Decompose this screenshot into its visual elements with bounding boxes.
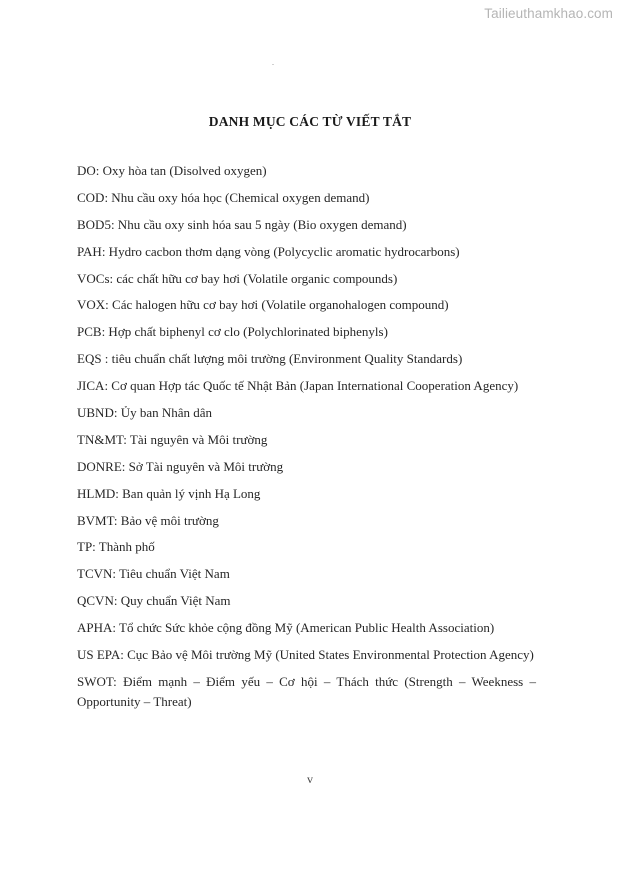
abbreviation-entry-tnmt: TN&MT: Tài nguyên và Môi trường [77, 431, 268, 447]
abbreviation-entry-do: DO: Oxy hòa tan (Disolved oxygen) [77, 163, 267, 178]
abbreviation-list [77, 161, 536, 719]
abbreviation-entry-cod: COD: Nhu cầu oxy hóa học (Chemical oxygen demand) [77, 189, 370, 205]
abbreviation-entry-vocs: VOCs: các chất hữu cơ bay hơi (Volatile organic compounds) [77, 270, 398, 286]
abbreviation-entry-pcb: PCB: Hợp chất biphenyl cơ clo (Polychlorinated biphenyls) [77, 324, 388, 340]
abbreviation-entry-pah: PAH: Hydro cacbon thơm dạng vòng (Polycyclic aromatic hydrocarbons) [77, 243, 460, 259]
abbreviation-entry-qcvn: QCVN: Quy chuẩn Việt Nam [77, 593, 231, 609]
abbreviation-entry-vox: VOX: Các halogen hữu cơ bay hơi (Volatile organohalogen compound) [77, 297, 449, 313]
page-number: v [307, 772, 313, 786]
abbreviation-entry-swot: SWOT: Điểm mạnh – Điểm yếu – Cơ hội – Thách thức (Strength – Weekness – Opportunity – Threat) [77, 673, 536, 710]
abbreviation-entry-donre: DONRE: Sở Tài nguyên và Môi trường [77, 458, 284, 474]
abbreviation-entry-tcvn: TCVN: Tiêu chuẩn Việt Nam [77, 566, 230, 582]
abbreviation-entry-tp: TP: Thành phố [77, 539, 155, 555]
abbreviation-entry-jica: JICA: Cơ quan Hợp tác Quốc tế Nhật Bản (Japan International Cooperation Agency) [77, 378, 519, 394]
abbreviation-entry-hlmd: HLMD: Ban quản lý vịnh Hạ Long [77, 485, 261, 501]
abbreviation-entry-bod5: BOD5: Nhu cầu oxy sinh hóa sau 5 ngày (Bio oxygen demand) [77, 216, 407, 232]
abbreviation-entry-apha: APHA: Tổ chức Sức khỏe cộng đồng Mỹ (American Public Health Association) [77, 620, 495, 636]
abbreviation-entry-us-epa: US EPA: Cục Bảo vệ Môi trường Mỹ (United States Environmental Protection Agency) [77, 647, 534, 663]
abbreviation-entry-bvmt: BVMT: Bảo vệ môi trường [77, 512, 219, 528]
page-title: DANH MỤC CÁC TỪ VIẾT TẮT [208, 114, 412, 129]
abbreviation-entry-ubnd: UBND: Ủy ban Nhân dân [77, 405, 213, 421]
abbreviation-entry-eqs: EQS : tiêu chuẩn chất lượng môi trường (Environment Quality Standards) [77, 351, 463, 367]
top-mark: . [272, 58, 274, 67]
watermark-text: Tailieuthamkhao.com [484, 6, 613, 21]
